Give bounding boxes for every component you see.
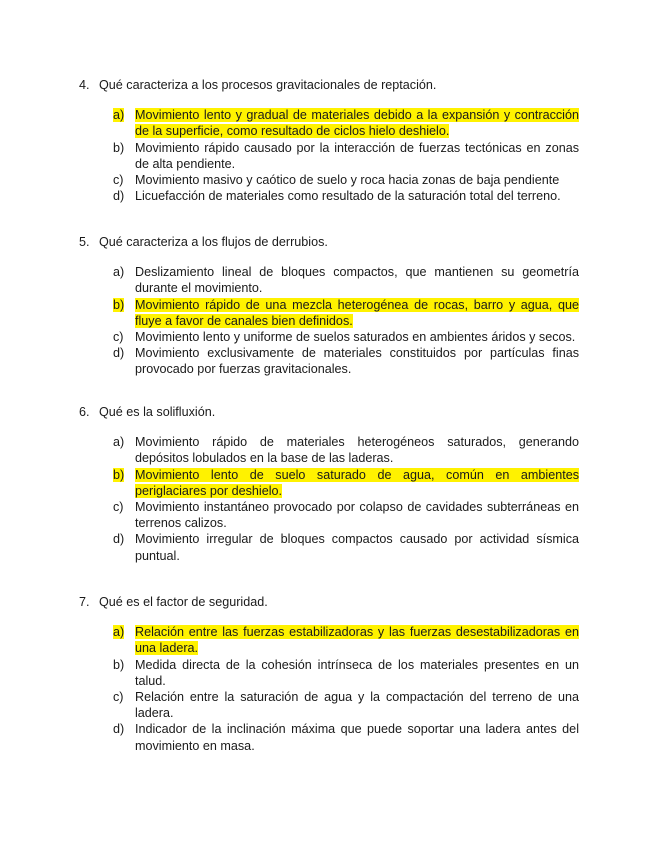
option-letter: b) — [113, 657, 125, 672]
option-text: Licuefacción de materiales como resultado de la saturación total del terreno. — [135, 189, 561, 204]
option-text: Movimiento rápido de una mezcla heterogénea de rocas, barro y agua, que fluye a favor de canales bien definidos. — [135, 297, 579, 328]
option-letter: b) — [113, 297, 125, 312]
option-text: Movimiento lento y gradual de materiales debido a la expansión y contracción de la superficie, como resultado de ciclos hielo deshielo. — [135, 108, 579, 139]
option-letter: d) — [113, 189, 125, 204]
question-number: 7. — [79, 595, 90, 609]
question-text: Qué caracteriza a los flujos de derrubios. — [99, 235, 328, 249]
options-list — [113, 624, 579, 754]
option-c — [113, 329, 579, 345]
option-letter: b) — [113, 140, 125, 155]
option-d — [113, 345, 579, 377]
option-b — [113, 140, 579, 172]
option-letter: c) — [113, 690, 124, 705]
option-d — [113, 721, 579, 753]
option-a — [113, 107, 579, 139]
option-text: Relación entre las fuerzas estabilizadoras y las fuerzas desestabilizadoras en una ladera. — [135, 625, 579, 656]
question-number: 5. — [79, 235, 90, 249]
question-text: Qué es el factor de seguridad. — [99, 595, 268, 609]
options-list — [113, 434, 579, 564]
question-7 — [79, 594, 579, 754]
option-text: Movimiento masivo y caótico de suelo y roca hacia zonas de baja pendiente — [135, 173, 560, 188]
option-b — [113, 297, 579, 329]
option-a — [113, 624, 579, 656]
option-a — [113, 264, 579, 296]
option-letter: a) — [113, 625, 125, 640]
option-letter: b) — [113, 467, 125, 482]
option-text: Medida directa de la cohesión intrínseca de los materiales presentes en un talud. — [135, 657, 579, 688]
option-text: Indicador de la inclinación máxima que puede soportar una ladera antes del movimiento en masa. — [135, 722, 579, 753]
option-text: Movimiento exclusivamente de materiales constituidos por partículas finas provocado por fuerzas gravitacionales. — [135, 346, 579, 377]
option-text: Movimiento rápido causado por la interacción de fuerzas tectónicas en zonas de alta pendiente. — [135, 140, 579, 171]
option-letter: d) — [113, 346, 125, 361]
option-letter: d) — [113, 532, 125, 547]
question-4 — [79, 77, 579, 204]
option-b — [113, 657, 579, 689]
option-letter: c) — [113, 500, 124, 515]
question-text: Qué es la solifluxión. — [99, 405, 216, 419]
options-list — [113, 264, 579, 377]
option-text: Movimiento lento de suelo saturado de agua, común en ambientes periglaciares por deshielo. — [135, 467, 579, 498]
option-letter: c) — [113, 173, 124, 188]
option-a — [113, 434, 579, 466]
option-letter: a) — [113, 265, 125, 280]
option-letter: a) — [113, 108, 125, 123]
option-c — [113, 172, 579, 188]
option-text: Movimiento irregular de bloques compactos causado por actividad sísmica puntual. — [135, 532, 579, 563]
question-6 — [79, 404, 579, 564]
question-text: Qué caracteriza a los procesos gravitacionales de reptación. — [99, 78, 437, 92]
option-text: Movimiento rápido de materiales heterogéneos saturados, generando depósitos lobulados en la base de las laderas. — [135, 435, 579, 466]
option-text: Movimiento lento y uniforme de suelos saturados en ambientes áridos y secos. — [135, 330, 576, 345]
option-d — [113, 188, 579, 204]
options-list — [113, 107, 579, 204]
option-d — [113, 531, 579, 563]
option-letter: d) — [113, 722, 125, 737]
option-c — [113, 689, 579, 721]
option-c — [113, 499, 579, 531]
option-letter: c) — [113, 330, 124, 345]
option-letter: a) — [113, 435, 125, 450]
option-text: Movimiento instantáneo provocado por colapso de cavidades subterráneas en terrenos calizos. — [135, 500, 579, 531]
question-number: 6. — [79, 405, 90, 419]
option-text: Relación entre la saturación de agua y la compactación del terreno de una ladera. — [135, 690, 579, 721]
question-5 — [79, 234, 579, 378]
question-number: 4. — [79, 78, 90, 92]
option-text: Deslizamiento lineal de bloques compactos, que mantienen su geometría durante el movimiento. — [135, 265, 579, 296]
option-b — [113, 467, 579, 499]
